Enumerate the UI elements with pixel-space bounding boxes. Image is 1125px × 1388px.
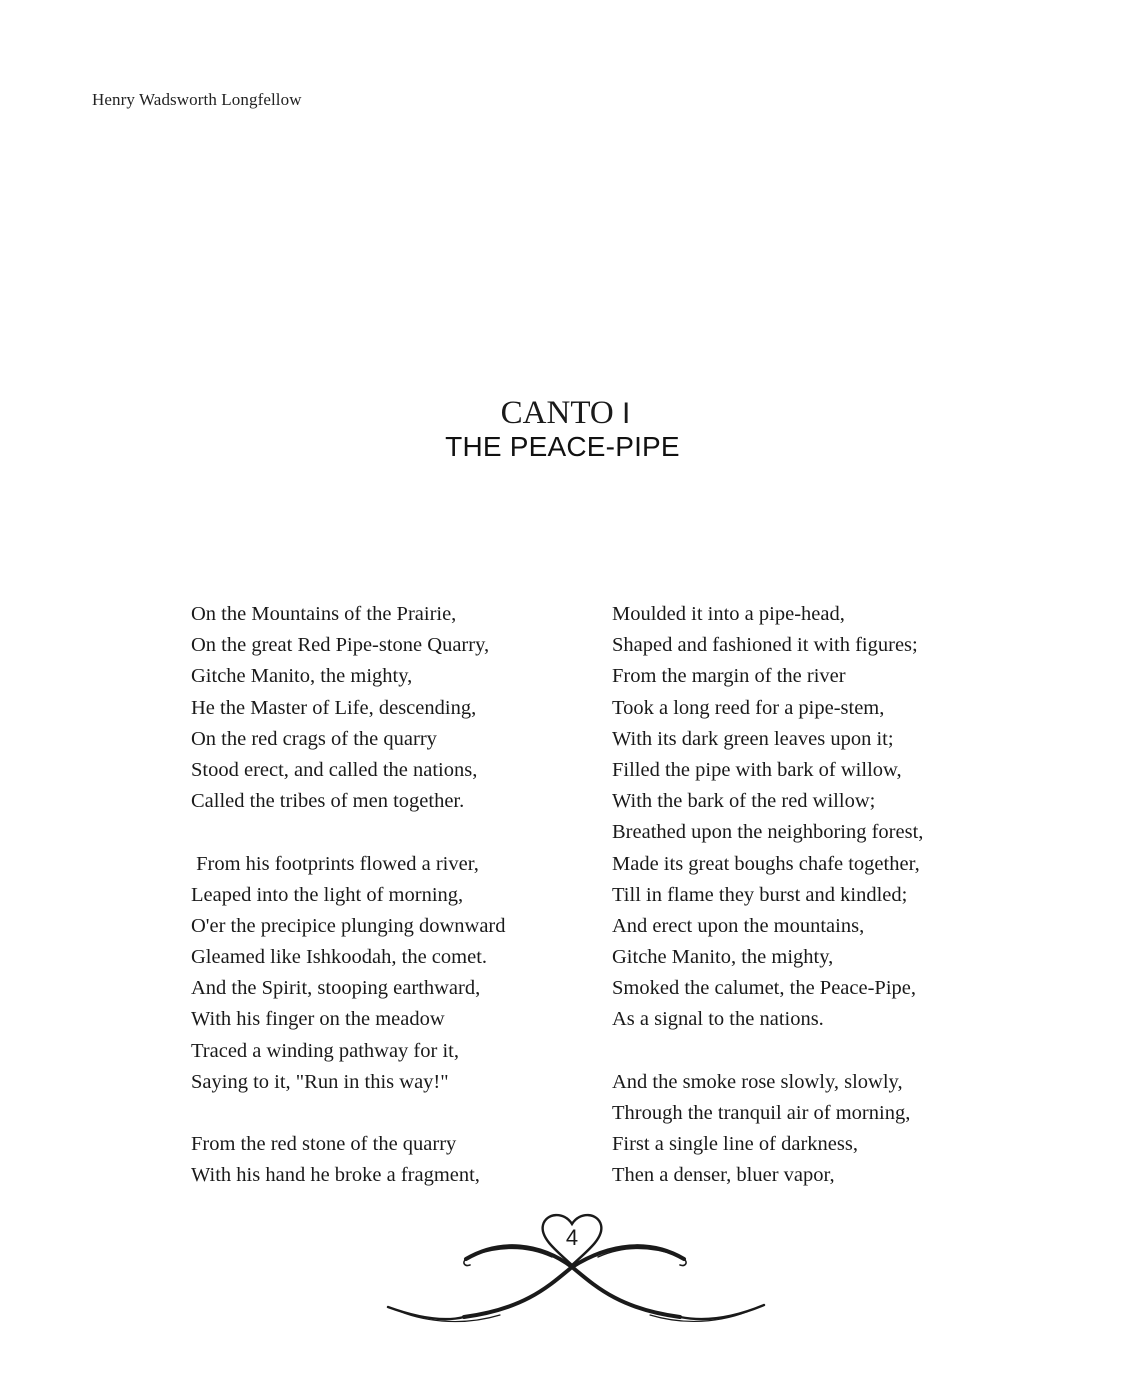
- verse-line: With his hand he broke a fragment,: [191, 1164, 480, 1187]
- verse-line: As a signal to the nations.: [612, 1008, 824, 1031]
- poem-right-column: [612, 599, 1012, 1223]
- stanza: [612, 599, 1012, 1036]
- poem-left-column: [191, 599, 571, 1223]
- canto-heading: [3, 394, 1125, 432]
- verse-line: Leaped into the light of morning,: [191, 883, 464, 906]
- verse-line: O'er the precipice plunging downward: [191, 914, 506, 937]
- verse-line: With its dark green leaves upon it;: [612, 727, 894, 750]
- verse-line: Breathed upon the neighboring forest,: [612, 821, 924, 844]
- stanza: [191, 599, 571, 817]
- verse-line: Shaped and fashioned it with figures;: [612, 634, 918, 657]
- verse-line: On the red crags of the quarry: [191, 727, 437, 750]
- verse-line: Saying to it, "Run in this way!": [191, 1070, 449, 1093]
- verse-line: With his finger on the meadow: [191, 1008, 445, 1031]
- running-head-author: Henry Wadsworth Longfellow: [92, 90, 302, 109]
- verse-line: Smoked the calumet, the Peace-Pipe,: [612, 977, 916, 1000]
- verse-line: And the Spirit, stooping earthward,: [191, 977, 481, 1000]
- verse-line: Called the tribes of men together.: [191, 790, 465, 813]
- canto-subtitle: THE PEACE-PIPE: [445, 431, 680, 462]
- ornament-tail-left: [388, 1307, 464, 1319]
- verse-line: Traced a winding pathway for it,: [191, 1039, 459, 1062]
- verse-line: Gleamed like Ishkoodah, the comet.: [191, 946, 488, 969]
- chapter-title-block: [0, 394, 1125, 462]
- verse-line: First a single line of darkness,: [612, 1133, 858, 1156]
- ornament-swirl-right-upper: [464, 1246, 684, 1317]
- verse-line: And erect upon the mountains,: [612, 914, 865, 937]
- verse-line: With the bark of the red willow;: [612, 790, 876, 813]
- verse-line: From the red stone of the quarry: [191, 1133, 457, 1156]
- verse-line: Filled the pipe with bark of willow,: [612, 758, 902, 781]
- verse-line: From the margin of the river: [612, 665, 846, 688]
- verse-line: From his footprints flowed a river,: [191, 852, 479, 875]
- verse-line: Took a long reed for a pipe-stem,: [612, 696, 885, 719]
- canto-number: I: [621, 397, 631, 430]
- verse-line: On the great Red Pipe-stone Quarry,: [191, 634, 490, 657]
- stanza: [191, 849, 571, 1099]
- verse-line: On the Mountains of the Prairie,: [191, 603, 457, 625]
- verse-line: Gitche Manito, the mighty,: [191, 665, 413, 688]
- verse-line: Stood erect, and called the nations,: [191, 758, 478, 781]
- verse-line: Till in flame they burst and kindled;: [612, 883, 908, 906]
- verse-line: Moulded it into a pipe-head,: [612, 603, 845, 625]
- verse-line: Gitche Manito, the mighty,: [612, 946, 834, 969]
- canto-word: CANTO: [500, 395, 614, 431]
- verse-line: And the smoke rose slowly, slowly,: [612, 1070, 903, 1093]
- verse-line: Through the tranquil air of morning,: [612, 1102, 911, 1124]
- stanza: [191, 1129, 571, 1191]
- stanza: [612, 1067, 1012, 1192]
- verse-line: Then a denser, bluer vapor,: [612, 1164, 835, 1187]
- ornament-tail-right: [680, 1305, 764, 1319]
- verse-line: Made its great boughs chafe together,: [612, 852, 920, 875]
- ornament-swirl-left-upper: [466, 1246, 680, 1317]
- page-number: 4: [565, 1225, 579, 1250]
- verse-line: He the Master of Life, descending,: [191, 696, 477, 719]
